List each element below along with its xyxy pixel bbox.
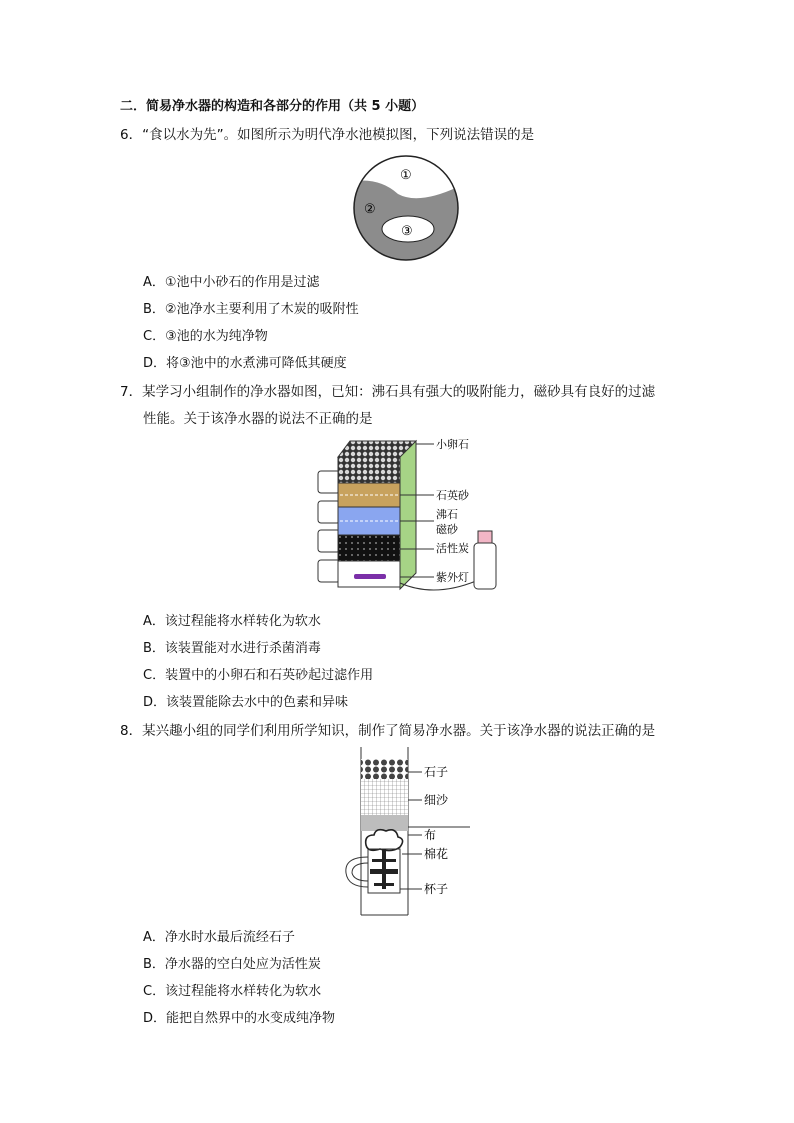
layer-stones [361,759,408,779]
section-title: 二．简易净水器的构造和各部分的作用（共 5 小题） [120,99,425,114]
q6-option-d[interactable]: D．将③池中的水煮沸可降低其硬度 [143,356,347,371]
label-cotton: 棉花 [424,847,449,861]
q8-option-b[interactable]: B．净水器的空白处应为活性炭 [143,957,321,972]
q7-water-purifier-figure [314,433,504,598]
q7-option-c[interactable]: C．装置中的小卵石和石英砂起过滤作用 [143,668,374,683]
q8-option-d[interactable]: D．能把自然界中的水变成纯净物 [143,1011,336,1026]
layer-fine-sand [361,779,408,815]
q8-option-c[interactable]: C．该过程能将水样转化为软水 [143,984,322,999]
label-pool-1: ① [400,168,412,183]
label-zeolite: 沸石 [436,508,458,521]
q6-option-a[interactable]: A．①池中小砂石的作用是过滤 [143,275,320,290]
uv-lamp-tube [354,574,386,579]
question-7-stem-line2: 性能。关于该净水器的说法不正确的是 [143,411,373,427]
label-pebbles: 小卵石 [436,438,469,451]
bottle-cap [478,531,492,543]
q6-water-pool-figure [348,154,464,262]
layer-pebbles [338,457,400,483]
q7-option-d[interactable]: D．该装置能除去水中的色素和异味 [143,695,349,710]
q7-option-b[interactable]: B．该装置能对水进行杀菌消毒 [143,641,321,656]
label-pool-3: ③ [401,224,413,239]
label-stones: 石子 [424,765,449,779]
q7-option-a[interactable]: A．该过程能将水样转化为软水 [143,614,321,629]
question-8-stem: 8．某兴趣小组的同学们利用所学知识，制作了简易净水器。关于该净水器的说法正确的是 [120,723,656,739]
label-activated-carbon: 活性炭 [436,542,469,555]
cotton-ball [366,830,403,851]
question-6-stem: 6．“食以水为先”。如图所示为明代净水池模拟图，下列说法错误的是 [120,127,535,143]
layer-activated-carbon [338,535,400,561]
label-cup: 杯子 [424,882,449,896]
label-uv-lamp: 紫外灯 [436,571,469,584]
q8-simple-purifier-figure [340,745,480,920]
label-cloth: 布 [424,828,437,842]
layer-cloth [361,815,408,831]
label-fine-sand: 细沙 [424,793,449,807]
q6-option-c[interactable]: C．③池的水为纯净物 [143,329,268,344]
question-7-stem-line1: 7．某学习小组制作的净水器如图，已知：沸石具有强大的吸附能力，磁砂具有良好的过滤 [120,384,656,400]
q6-option-b[interactable]: B．②池净水主要利用了木炭的吸附性 [143,302,359,317]
label-quartz-sand: 石英砂 [436,489,469,502]
label-magnetic-sand: 磁砂 [436,523,458,536]
side-panel [400,441,416,589]
bottle-body [474,543,496,589]
label-pool-2: ② [364,202,376,217]
q8-option-a[interactable]: A．净水时水最后流经石子 [143,930,295,945]
